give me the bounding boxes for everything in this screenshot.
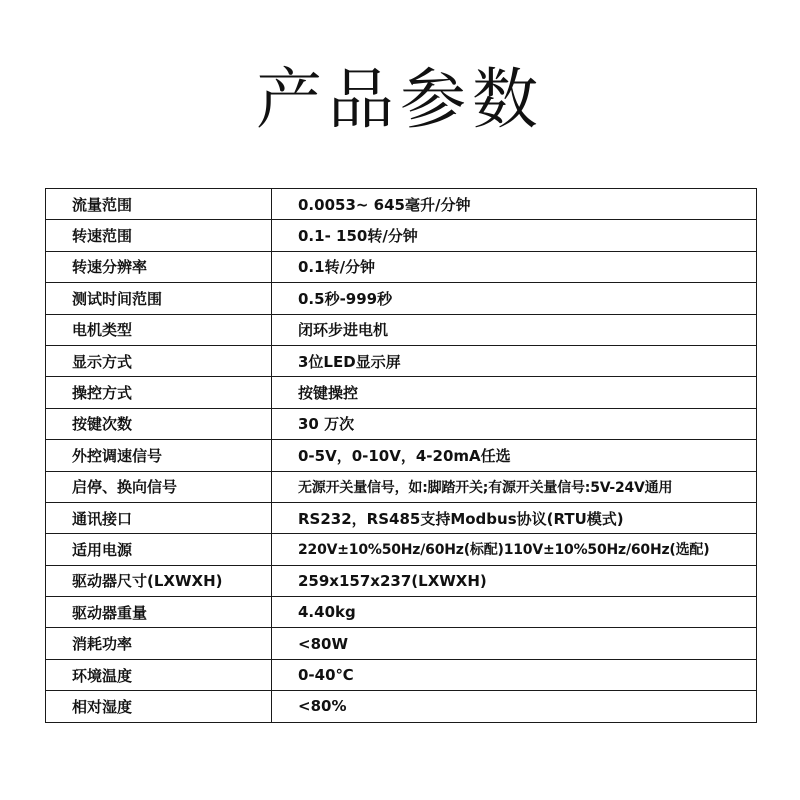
spec-label: 通讯接口 <box>46 502 272 533</box>
table-row <box>46 565 757 596</box>
table-row <box>46 502 757 533</box>
spec-value: 0.0053~ 645毫升/分钟 <box>272 189 757 220</box>
spec-label: 启停、换向信号 <box>46 471 272 502</box>
spec-label: 外控调速信号 <box>46 440 272 471</box>
spec-label: 按键次数 <box>46 408 272 439</box>
spec-label: 驱动器尺寸(LXWXH) <box>46 565 272 596</box>
spec-label: 流量范围 <box>46 189 272 220</box>
spec-value: 0.1- 150转/分钟 <box>272 220 757 251</box>
spec-label: 环境温度 <box>46 659 272 690</box>
spec-value: 0.1转/分钟 <box>272 251 757 282</box>
spec-label: 消耗功率 <box>46 628 272 659</box>
spec-label: 电机类型 <box>46 314 272 345</box>
page-title: 产品参数 <box>256 61 544 138</box>
table-row <box>46 440 757 471</box>
spec-value: 按键操控 <box>272 377 757 408</box>
table-row <box>46 659 757 690</box>
spec-value: <80% <box>272 691 757 722</box>
spec-value: 无源开关量信号，如:脚踏开关;有源开关量信号:5V-24V通用 <box>272 471 757 502</box>
table-row <box>46 471 757 502</box>
spec-label: 转速分辨率 <box>46 251 272 282</box>
spec-label: 相对湿度 <box>46 691 272 722</box>
spec-table <box>45 188 757 723</box>
spec-label: 显示方式 <box>46 345 272 376</box>
spec-value: 0-5V，0-10V，4-20mA任选 <box>272 440 757 471</box>
table-row <box>46 534 757 565</box>
table-row <box>46 220 757 251</box>
spec-label: 转速范围 <box>46 220 272 251</box>
spec-label: 驱动器重量 <box>46 597 272 628</box>
spec-value: 闭环步进电机 <box>272 314 757 345</box>
table-row <box>46 314 757 345</box>
spec-value: RS232，RS485支持Modbus协议(RTU模式) <box>272 502 757 533</box>
table-row <box>46 408 757 439</box>
spec-value: 0-40℃ <box>272 659 757 690</box>
spec-value: 0.5秒-999秒 <box>272 283 757 314</box>
table-row <box>46 251 757 282</box>
table-row <box>46 189 757 220</box>
table-row <box>46 283 757 314</box>
spec-value: 3位LED显示屏 <box>272 345 757 376</box>
spec-value: <80W <box>272 628 757 659</box>
table-row <box>46 691 757 722</box>
table-row <box>46 597 757 628</box>
spec-value: 220V±10%50Hz/60Hz(标配)110V±10%50Hz/60Hz(选配) <box>272 534 757 565</box>
spec-value: 4.40kg <box>272 597 757 628</box>
table-row <box>46 377 757 408</box>
spec-label: 测试时间范围 <box>46 283 272 314</box>
spec-value: 30 万次 <box>272 408 757 439</box>
table-row <box>46 628 757 659</box>
spec-label: 操控方式 <box>46 377 272 408</box>
spec-value: 259x157x237(LXWXH) <box>272 565 757 596</box>
spec-label: 适用电源 <box>46 534 272 565</box>
table-row <box>46 345 757 376</box>
